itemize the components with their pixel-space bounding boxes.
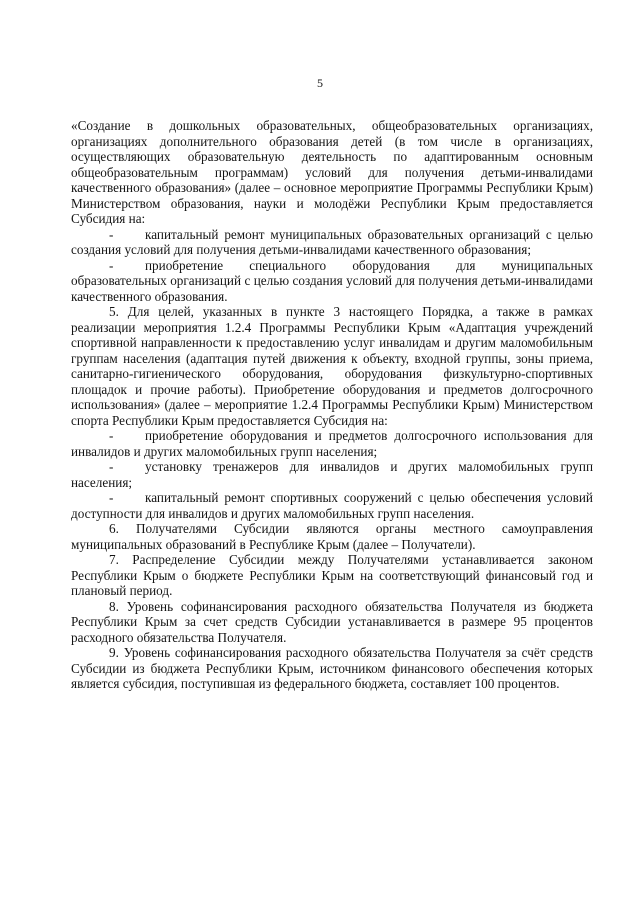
paragraph-item-6: 6. Получателями Субсидии являются органы местного самоуправления муниципальных образований в Республике Крым (далее – Получатели).	[71, 521, 593, 552]
list-item-text: капитальный ремонт муниципальных образовательных организаций с целью создания условий для получения детьми-инвалидами качественного образования;	[71, 226, 593, 257]
list-item	[71, 459, 593, 490]
paragraph-item-7: 7. Распределение Субсидии между Получателями устанавливается законом Республики Крым о бюджете Республики Крым на соответствующий финансовый год и плановый период.	[71, 552, 593, 598]
page-number: 5	[317, 76, 323, 90]
paragraph-item-9: 9. Уровень софинансирования расходного обязательства Получателя за счёт средств Субсидии из бюджета Республики Крым, источником финансового обеспечения которых является субсидия, поступившая из федерального бюджета, составляет 100 процентов.	[71, 645, 593, 691]
list-item	[71, 428, 593, 459]
document-body	[71, 118, 593, 692]
list-item	[71, 227, 593, 258]
list-dash: -	[109, 490, 114, 505]
paragraph-item-8: 8. Уровень софинансирования расходного обязательства Получателя из бюджета Республики Крым за счет средств Субсидии устанавливается в размере 95 процентов расходного обязательства Получателя.	[71, 598, 593, 645]
list-item-text: капитальный ремонт спортивных сооружений с целью обеспечения условий доступности для инвалидов и других маломобильных групп населения.	[71, 490, 593, 521]
list-item-text: приобретение оборудования и предметов долгосрочного использования для инвалидов и других маломобильных групп населения;	[71, 428, 593, 459]
list-item-text: установку тренажеров для инвалидов и других маломобильных групп населения;	[71, 459, 593, 490]
list-dash: -	[109, 428, 114, 443]
list-item	[71, 258, 593, 305]
list-dash: -	[109, 226, 114, 242]
list-item	[71, 490, 593, 521]
list-dash: -	[109, 257, 114, 273]
list-item-text: приобретение специального оборудования для муниципальных образовательных организаций с целью создания условий для получения детьми-инвалидами качественного образования.	[71, 257, 593, 304]
paragraph-item-5: 5. Для целей, указанных в пункте 3 настоящего Порядка, а также в рамках реализации мероприятия 1.2.4 Программы Республики Крым «Адаптация учреждений спортивной направленности к предоставлению услуг инвалидам и другим маломобильным группам населения (адаптация путей движения к объекту, входной группы, зоны приема, санитарно-гигиенического оборудования, оборудования физкультурно-спортивных площадок и прочие работы). Приобретение оборудования и предметов долгосрочного использования» (далее – мероприятие 1.2.4 Программы Республики Крым) Министерством спорта Республики Крым предоставляется Субсидия на:	[71, 304, 593, 428]
list-dash: -	[109, 459, 114, 474]
paragraph-intro: «Создание в дошкольных образовательных, общеобразовательных организациях, организациях дополнительного образования детей (в том числе в организациях, осуществляющих образовательную деятельность по адаптированным основным общеобразовательным программам) условий для получения детьми-инвалидами качественного образования» (далее – основное мероприятие Программы Республики Крым) Министерством образования, науки и молодёжи Республики Крым предоставляется Субсидия на:	[71, 118, 593, 226]
